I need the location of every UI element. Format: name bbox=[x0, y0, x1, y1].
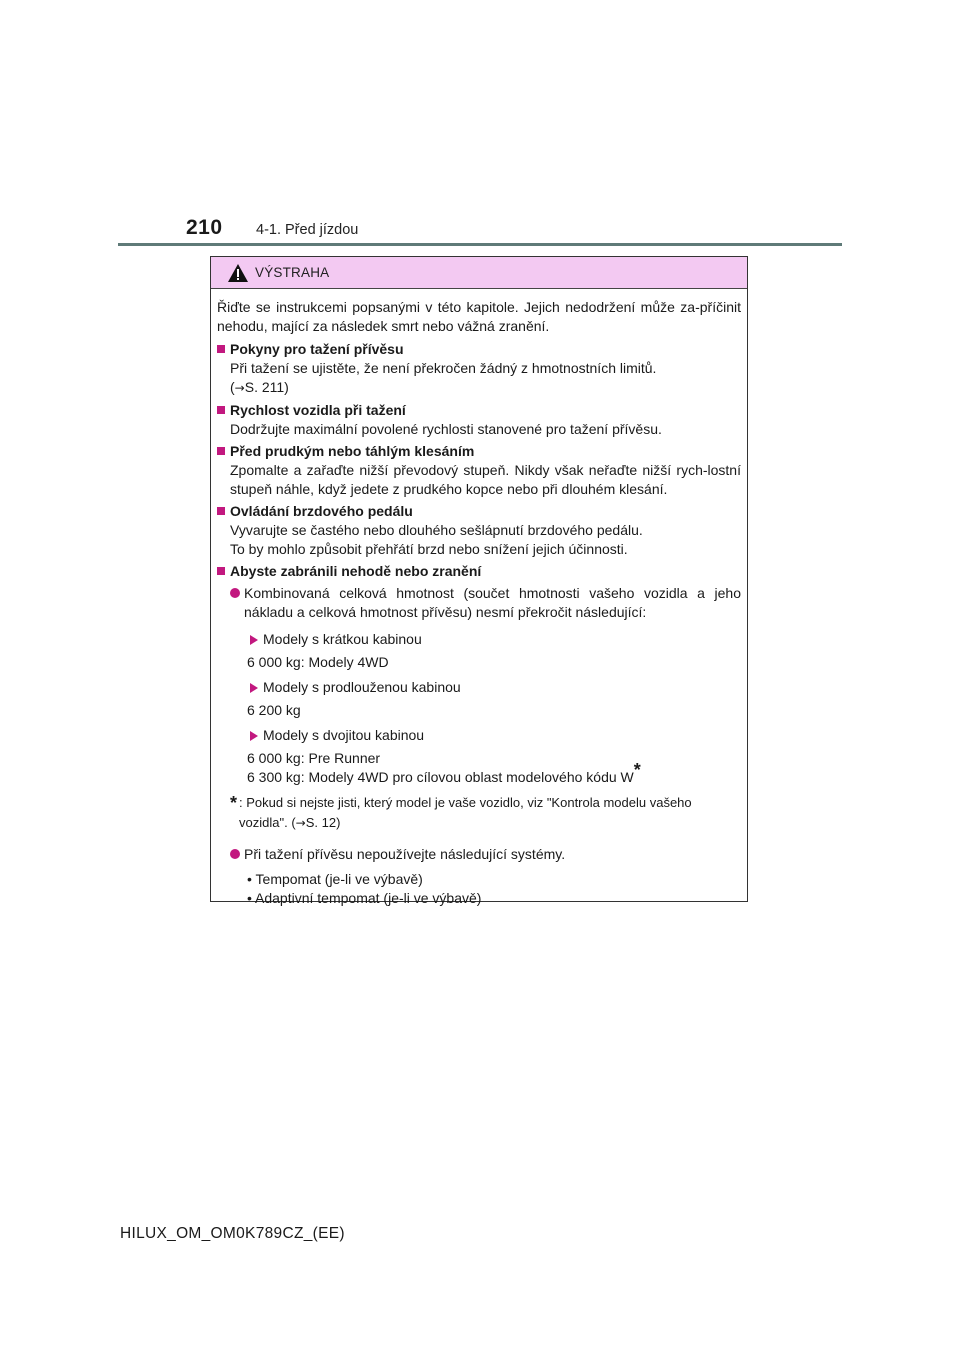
footnote-star: * bbox=[230, 793, 238, 813]
model-value: 6 300 kg: Modely 4WD pro cílovou oblast modelového kódu W* bbox=[247, 760, 641, 785]
model-label: Modely s krátkou kabinou bbox=[247, 630, 741, 649]
section-heading: Pokyny pro tažení přívěsu bbox=[217, 340, 741, 359]
footnote: * : Pokud si nejste jisti, který model je vaše vozidlo, viz "Kontrola modelu vašeho vozidla". (→S. 12) bbox=[230, 793, 741, 833]
section-heading: Abyste zabránili nehodě nebo zranění bbox=[217, 562, 741, 581]
square-bullet-icon bbox=[217, 507, 225, 515]
section-title: 4-1. Před jízdou bbox=[256, 222, 359, 238]
section-heading: Ovládání brzdového pedálu bbox=[217, 502, 741, 521]
triangle-bullet-icon bbox=[250, 635, 258, 645]
footnote-marker: * bbox=[633, 760, 641, 780]
section-heading: Před prudkým nebo táhlým klesáním bbox=[217, 442, 741, 461]
square-bullet-icon bbox=[217, 567, 225, 575]
square-bullet-icon bbox=[217, 406, 225, 414]
arrow-icon: → bbox=[234, 381, 245, 395]
section-text: Zpomalte a zařaďte nižší převodový stupeň. Nikdy však neřaďte nižší rych-lostní stupeň náhle, když jedete z prudkého kopce nebo při dlouhém klesání. bbox=[230, 462, 741, 497]
warning-title: VÝSTRAHA bbox=[255, 265, 330, 280]
model-label: Modely s dvojitou kabinou bbox=[247, 726, 741, 745]
system-item: • Adaptivní tempomat (je-li ve výbavě) bbox=[247, 890, 482, 906]
warning-body bbox=[211, 289, 747, 908]
triangle-bullet-icon bbox=[250, 683, 258, 693]
section-text: Při tažení se ujistěte, že není překročen žádný z hmotnostních limitů. (→S. 211) bbox=[230, 359, 741, 398]
warning-triangle-icon bbox=[227, 263, 249, 283]
system-item: • Tempomat (je-li ve výbavě) bbox=[247, 871, 423, 887]
document-code: HILUX_OM_OM0K789CZ_(EE) bbox=[120, 1225, 345, 1242]
page-number: 210 bbox=[186, 216, 223, 239]
list-item: Při tažení přívěsu nepoužívejte následující systémy. bbox=[230, 845, 741, 864]
arrow-icon: → bbox=[295, 816, 306, 830]
model-value: 6 000 kg: Modely 4WD bbox=[247, 654, 389, 670]
section-text: Vyvarujte se častého nebo dlouhého sešlápnutí brzdového pedálu. To by mohlo způsobit přehřátí brzd nebo snížení jejich účinnosti. bbox=[230, 522, 643, 557]
circle-bullet-icon bbox=[230, 588, 240, 598]
list-item: Kombinovaná celková hmotnost (součet hmotnosti vašeho vozidla a jeho nákladu a celková hmotnost přívěsu) nesmí překročit následující: bbox=[230, 584, 741, 622]
section-text: Dodržujte maximální povolené rychlosti stanovené pro tažení přívěsu. bbox=[230, 421, 662, 437]
header-rule bbox=[118, 243, 842, 246]
warning-intro: Řiďte se instrukcemi popsanými v této kapitole. Jejich nedodržení může za-příčinit nehodu, mající za následek smrt nebo vážná zranění. bbox=[217, 299, 741, 334]
model-label: Modely s prodlouženou kabinou bbox=[247, 678, 741, 697]
page-reference: (→S. 211) bbox=[230, 379, 289, 395]
circle-bullet-icon bbox=[230, 849, 240, 859]
warning-box bbox=[210, 256, 748, 906]
warning-header bbox=[211, 257, 747, 289]
model-value: 6 200 kg bbox=[247, 702, 301, 718]
square-bullet-icon bbox=[217, 447, 225, 455]
square-bullet-icon bbox=[217, 345, 225, 353]
model-value: 6 000 kg: Pre Runner bbox=[247, 750, 381, 766]
section-heading: Rychlost vozidla při tažení bbox=[217, 401, 741, 420]
triangle-bullet-icon bbox=[250, 731, 258, 741]
